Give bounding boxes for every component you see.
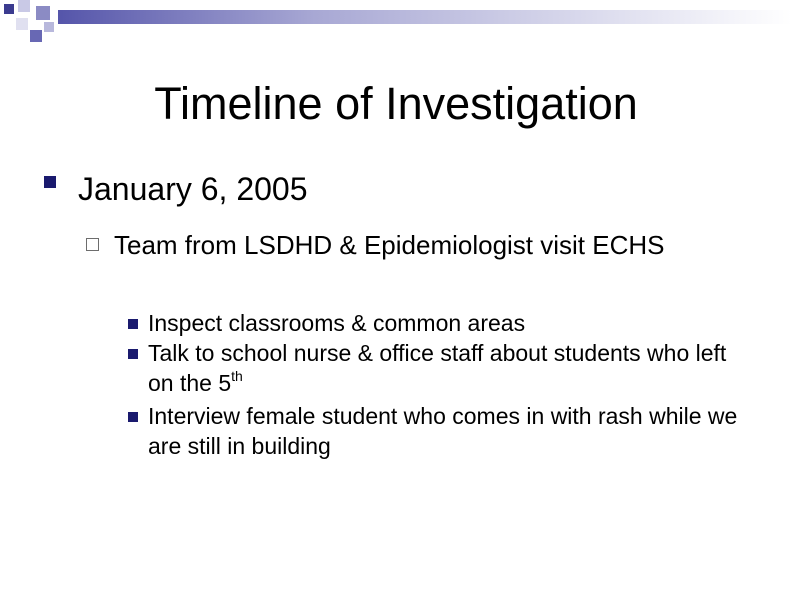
list-item-superscript: th <box>231 368 243 384</box>
slide-title: Timeline of Investigation <box>154 78 638 129</box>
list-item-text: Talk to school nurse & office staff about students who left on the 5 <box>148 340 727 396</box>
hollow-square-bullet-icon <box>86 238 99 251</box>
bullet-level2-text: Team from LSDHD & Epidemiologist visit ECHS <box>114 230 665 260</box>
header-square-5 <box>30 30 42 42</box>
header-gradient-bar <box>58 10 792 24</box>
list-item <box>128 401 748 461</box>
header-square-6 <box>44 22 54 32</box>
header-decoration <box>0 0 792 52</box>
header-square-2 <box>18 0 30 12</box>
list-item <box>128 338 748 401</box>
square-bullet-icon <box>128 349 138 359</box>
bullet-level1 <box>44 171 308 207</box>
list-item <box>128 308 748 338</box>
header-square-1 <box>4 4 14 14</box>
list-item-text: Interview female student who comes in with rash while we are still in building <box>148 403 738 459</box>
square-bullet-icon <box>128 412 138 422</box>
list-item-text: Inspect classrooms & common areas <box>148 310 526 336</box>
header-square-3 <box>36 6 50 20</box>
square-bullet-icon <box>128 319 138 329</box>
bullet-level1-text: January 6, 2005 <box>78 171 308 207</box>
header-square-4 <box>16 18 28 30</box>
square-bullet-icon <box>44 176 56 188</box>
bullet-level3-list <box>128 308 748 461</box>
